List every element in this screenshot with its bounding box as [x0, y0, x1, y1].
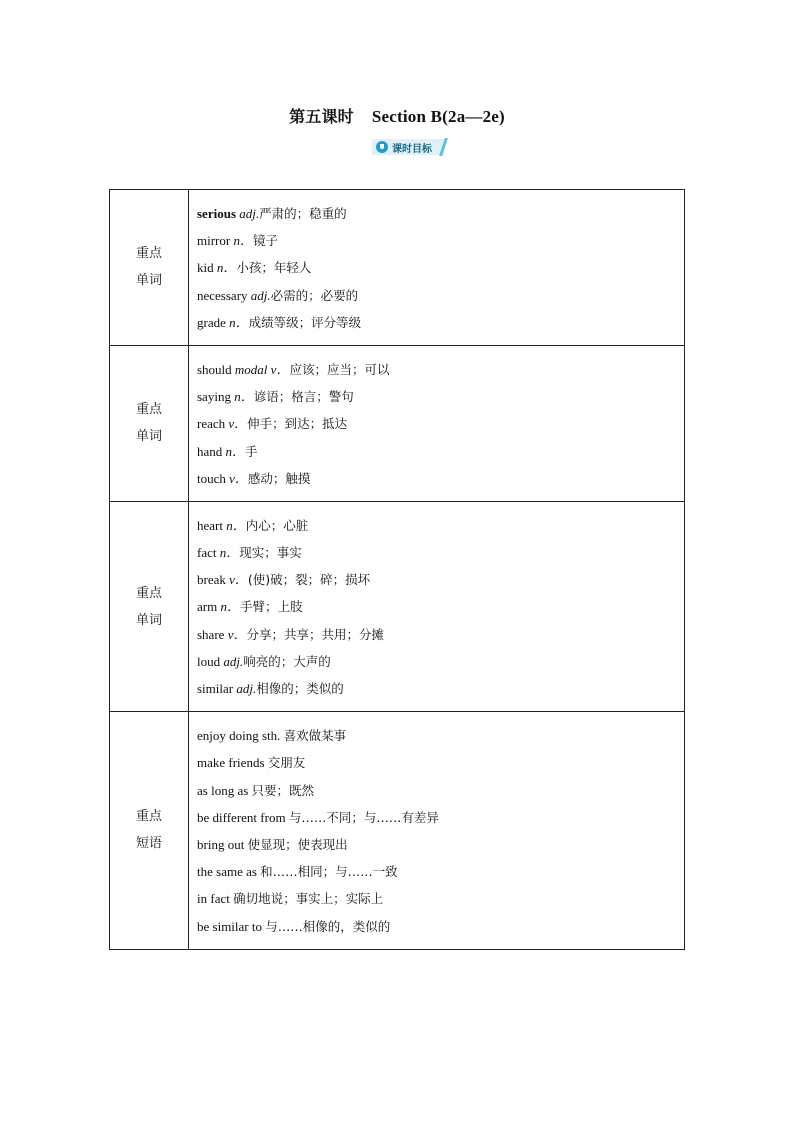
- item-word: as long as: [197, 782, 249, 798]
- item-meaning: 相像的；类似的: [256, 681, 344, 696]
- item-part-of-speech: n．: [229, 314, 249, 330]
- item-word: kid: [197, 260, 214, 276]
- page-title: [0, 104, 794, 127]
- category-label-line2: 短语: [135, 836, 162, 852]
- item-word: saying: [197, 389, 231, 405]
- item-meaning: 成绩等级；评分等级: [248, 314, 362, 330]
- item-meaning: 伸手；到达；抵达: [247, 416, 348, 432]
- item-meaning: 内心；心脏: [245, 517, 309, 533]
- table-row: [110, 712, 685, 950]
- items-cell: [189, 501, 685, 711]
- list-item: [197, 621, 676, 648]
- item-part-of-speech: v．: [228, 416, 248, 432]
- item-part-of-speech: n．: [226, 517, 246, 533]
- item-meaning: 分享；共享；共用；分摊: [246, 626, 384, 642]
- item-part-of-speech: n．: [225, 443, 246, 459]
- item-word: be different from: [197, 809, 286, 825]
- list-item: [197, 777, 676, 804]
- item-meaning: 喜欢做某事: [283, 728, 347, 744]
- item-word: hand: [197, 443, 223, 459]
- title-english: Section B(2a—2e): [371, 107, 505, 126]
- item-part-of-speech: modal v．: [234, 361, 290, 377]
- category-label-line1: 重点: [135, 246, 162, 262]
- list-item: [197, 383, 676, 410]
- item-word: reach: [197, 416, 226, 432]
- list-item: [197, 410, 676, 437]
- item-part-of-speech: adj.: [236, 681, 257, 696]
- list-item: [197, 831, 676, 858]
- list-item: [197, 309, 676, 336]
- title-chinese: 第五课时: [289, 107, 354, 126]
- list-item: [197, 885, 676, 912]
- category-label-line2: 单词: [135, 612, 162, 628]
- item-part-of-speech: adj.: [223, 653, 244, 669]
- item-word: mirror: [197, 233, 231, 249]
- category-label-line1: 重点: [135, 585, 162, 601]
- table-row: [110, 190, 685, 346]
- list-item: [197, 804, 676, 831]
- badge-label: 课时目标: [392, 144, 432, 155]
- item-word: should: [197, 361, 232, 377]
- list-item: [197, 749, 676, 776]
- item-word: share: [197, 626, 225, 642]
- item-meaning: 应该；应当；可以: [289, 361, 390, 377]
- list-item: [197, 648, 676, 675]
- list-item: [197, 593, 676, 620]
- item-meaning: 严肃的；稳重的: [259, 206, 347, 221]
- item-meaning: (使)破；裂；碎；损坏: [247, 572, 371, 588]
- category-cell: [110, 190, 189, 346]
- item-meaning: 手臂；上肢: [239, 599, 303, 615]
- item-meaning: 交朋友: [267, 755, 306, 771]
- item-meaning: 使显现；使表现出: [247, 836, 348, 852]
- item-meaning: 与……不同；与……有差异: [288, 809, 439, 825]
- category-cell: [110, 345, 189, 501]
- list-item: [197, 282, 676, 309]
- item-meaning: 确切地说；事实上；实际上: [233, 891, 384, 907]
- list-item: [197, 200, 676, 227]
- list-item: [197, 438, 676, 465]
- item-meaning: 小孩；年轻人: [236, 260, 312, 276]
- list-item: [197, 254, 676, 281]
- category-label-line2: 单词: [135, 429, 162, 445]
- item-word: heart: [197, 517, 223, 533]
- item-meaning: 手: [245, 443, 258, 459]
- item-word: make friends: [197, 755, 265, 771]
- list-item: [197, 465, 676, 492]
- item-word: arm: [197, 599, 218, 615]
- item-meaning: 与……相像的，类似的: [265, 918, 391, 934]
- item-part-of-speech: adj.: [250, 287, 271, 303]
- item-meaning: 感动；触摸: [247, 470, 311, 486]
- item-meaning: 镜子: [252, 233, 278, 249]
- list-item: [197, 913, 676, 940]
- item-part-of-speech: v．: [227, 626, 247, 642]
- category-label-line2: 单词: [135, 273, 162, 289]
- category-label-line1: 重点: [135, 809, 162, 825]
- vocabulary-table: [109, 189, 685, 950]
- item-word: touch: [197, 470, 226, 486]
- items-cell: [189, 712, 685, 950]
- item-meaning: 响亮的；大声的: [243, 653, 331, 669]
- item-word: fact: [197, 545, 217, 561]
- item-word: the same as: [197, 864, 257, 880]
- category-cell: [110, 501, 189, 711]
- list-item: [197, 566, 676, 593]
- item-part-of-speech: n．: [220, 599, 240, 615]
- item-meaning: 和……相同；与……一致: [260, 864, 398, 880]
- item-part-of-speech: v．: [229, 470, 248, 486]
- item-word: enjoy doing sth.: [197, 728, 281, 744]
- items-cell: [189, 345, 685, 501]
- item-word: grade: [197, 314, 226, 330]
- item-meaning: 必需的；必要的: [270, 287, 359, 303]
- items-cell: [189, 190, 685, 346]
- item-part-of-speech: n．: [216, 260, 237, 276]
- item-word: serious: [197, 206, 236, 221]
- item-word: break: [197, 572, 226, 588]
- item-word: necessary: [197, 287, 248, 303]
- item-word: be similar to: [197, 918, 262, 934]
- trophy-icon: [376, 141, 388, 153]
- item-part-of-speech: n．: [233, 233, 253, 249]
- item-word: in fact: [197, 891, 230, 907]
- item-word: loud: [197, 653, 221, 669]
- table-row: [110, 501, 685, 711]
- table-row: [110, 345, 685, 501]
- list-item: [197, 227, 676, 254]
- item-part-of-speech: n．: [219, 545, 240, 561]
- list-item: [197, 356, 676, 383]
- category-label-line1: 重点: [135, 402, 162, 418]
- list-item: [197, 675, 676, 702]
- list-item: [197, 858, 676, 885]
- item-word: similar: [197, 681, 234, 696]
- list-item: [197, 539, 676, 566]
- item-part-of-speech: n．: [234, 389, 254, 405]
- list-item: [197, 722, 676, 749]
- item-meaning: 只要；既然: [251, 782, 315, 798]
- category-cell: [110, 712, 189, 950]
- list-item: [197, 512, 676, 539]
- item-part-of-speech: adj.: [239, 206, 260, 221]
- lesson-goal-badge: [372, 139, 450, 155]
- item-word: bring out: [197, 836, 245, 852]
- item-part-of-speech: v．: [229, 572, 248, 588]
- item-meaning: 谚语；格言；警句: [253, 389, 354, 405]
- item-meaning: 现实；事实: [239, 545, 302, 561]
